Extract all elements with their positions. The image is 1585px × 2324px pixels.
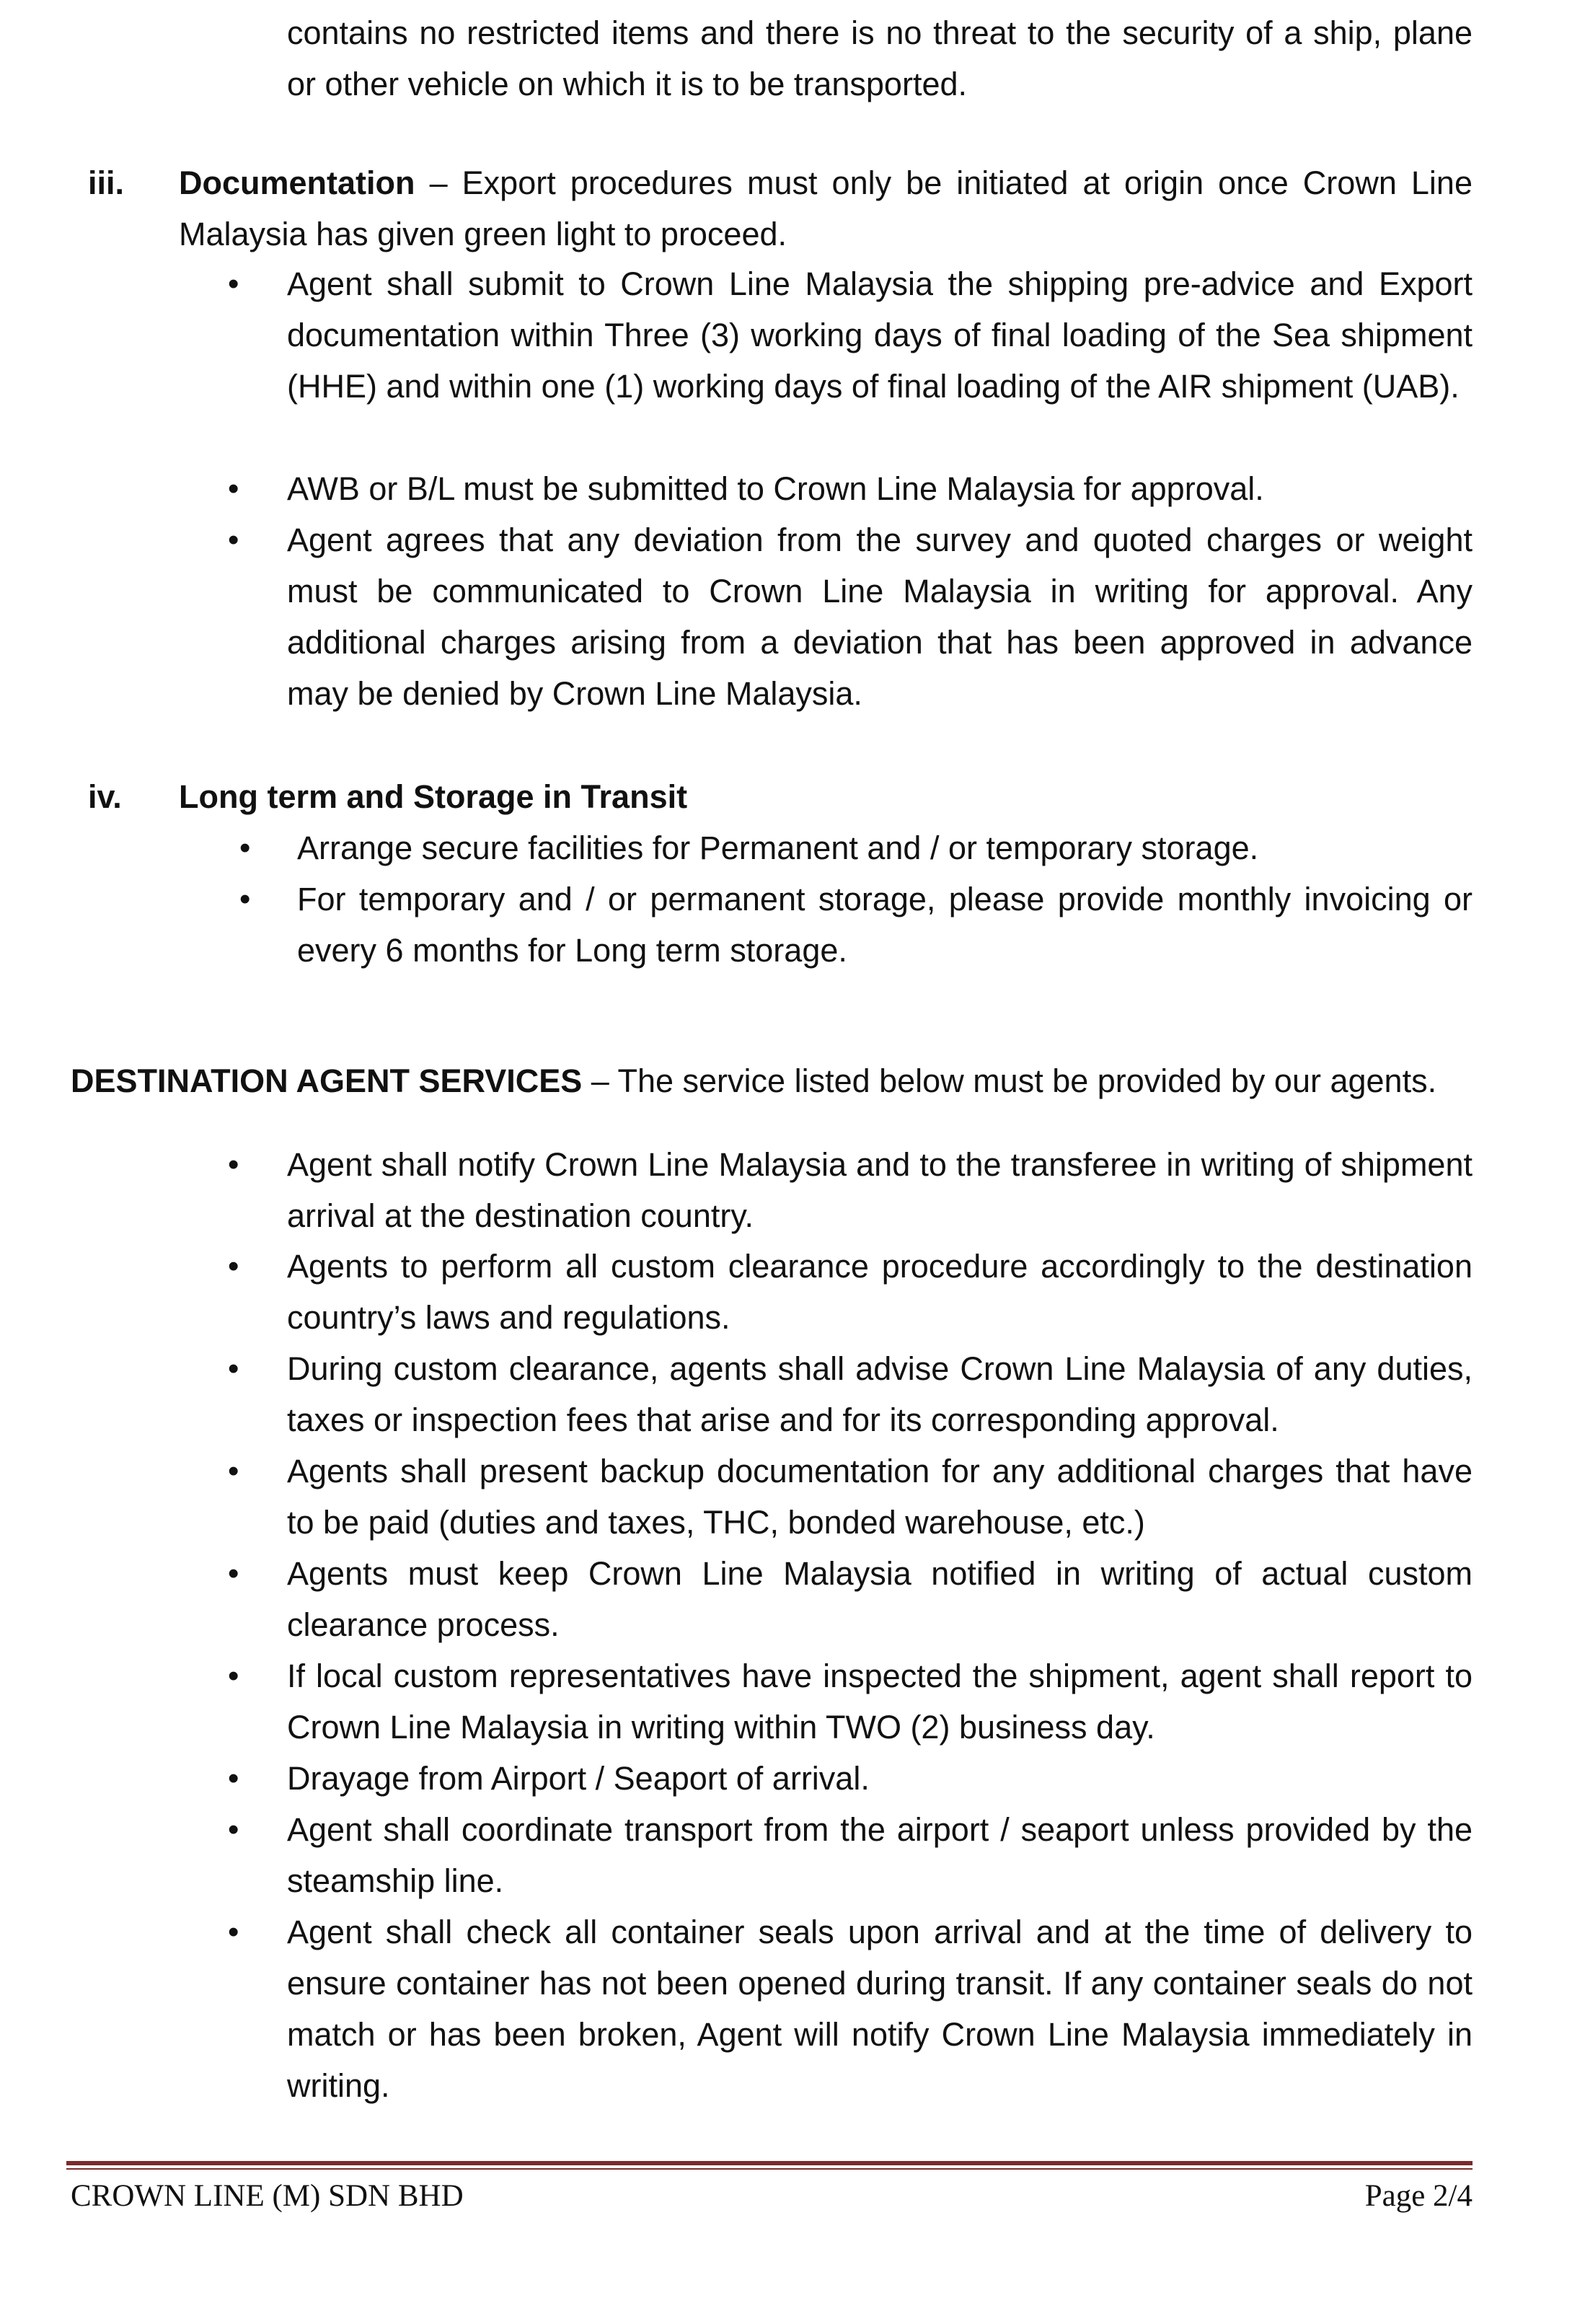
footer-divider [66,2161,1473,2165]
bullet-marker: • [228,1914,239,1950]
bullet-marker: • [228,1147,239,1182]
list-item: Agent shall check all container seals upon arrival and at the time of delivery to ensure container has not been opened during transit. If any container seals do not match or has been broken, Agent will notify Crown Line Malaysia immediately in writing. [287,1914,1473,2104]
section-documentation [179,157,1473,260]
list-item: During custom clearance, agents shall advise Crown Line Malaysia of any duties, taxes or inspection fees that arise and for its corresponding approval. [287,1350,1473,1438]
list-item: Drayage from Airport / Seaport of arrival. [287,1760,870,1797]
bullet-marker: • [228,1556,239,1591]
destination-heading: DESTINATION AGENT SERVICES [71,1062,583,1099]
footer-page-number: Page 2/4 [1364,2179,1473,2213]
list-item: Arrange secure facilities for Permanent and / or temporary storage. [297,829,1259,866]
section-storage [179,771,1473,822]
footer-company: CROWN LINE (M) SDN BHD [71,2179,464,2213]
bullet-marker: • [228,1453,239,1489]
list-item: Agent shall submit to Crown Line Malaysia the shipping pre-advice and Export documentation within Three (3) working days of final loading of the Sea shipment (HHE) and within one (1) working days of final loading of the AIR shipment (UAB). [287,265,1473,405]
bullet-marker: • [239,881,251,917]
section-intro-documentation: – Export procedures must only be initiated at origin once Crown Line Malaysia has given green light to proceed. [179,164,1473,252]
list-item: If local custom representatives have inspected the shipment, agent shall report to Crown Line Malaysia in writing within TWO (2) business day. [287,1658,1473,1746]
section-number-iv: iv. [88,778,122,815]
list-item: Agent agrees that any deviation from the survey and quoted charges or weight must be communicated to Crown Line Malaysia in writing for approval. Any additional charges arising from a deviation that has been approved in advance may be denied by Crown Line Malaysia. [287,521,1473,712]
bullet-marker: • [228,1812,239,1847]
list-item: Agents to perform all custom clearance procedure accordingly to the destination country’s laws and regulations. [287,1248,1473,1336]
bullet-marker: • [228,1249,239,1284]
bullet-marker: • [228,1658,239,1694]
bullet-marker: • [239,830,251,866]
bullet-marker: • [228,1351,239,1386]
list-item: Agents shall present backup documentation for any additional charges that have to be paid (duties and taxes, THC, bonded warehouse, etc.) [287,1453,1473,1541]
section-heading-documentation: Documentation [179,164,415,201]
bullet-marker: • [228,471,239,506]
bullet-marker: • [228,522,239,558]
destination-heading-line [71,1055,1473,1106]
section-number-iii: iii. [88,164,125,201]
list-item: AWB or B/L must be submitted to Crown Line Malaysia for approval. [287,470,1264,507]
destination-intro: – The service listed below must be provided by our agents. [582,1062,1437,1099]
bullet-marker: • [228,1761,239,1796]
continuation-paragraph: contains no restricted items and there is no threat to the security of a ship, plane or other vehicle on which it is to be transported. [287,14,1473,102]
list-item: Agent shall coordinate transport from the airport / seaport unless provided by the steamship line. [287,1811,1473,1899]
list-item: Agent shall notify Crown Line Malaysia and to the transferee in writing of shipment arrival at the destination country. [287,1146,1473,1234]
list-item: For temporary and / or permanent storage, please provide monthly invoicing or every 6 months for Long term storage. [297,881,1473,969]
list-item: Agents must keep Crown Line Malaysia notified in writing of actual custom clearance process. [287,1555,1473,1643]
footer-divider-thin [66,2168,1473,2170]
section-heading-storage: Long term and Storage in Transit [179,778,688,815]
bullet-marker: • [228,266,239,301]
